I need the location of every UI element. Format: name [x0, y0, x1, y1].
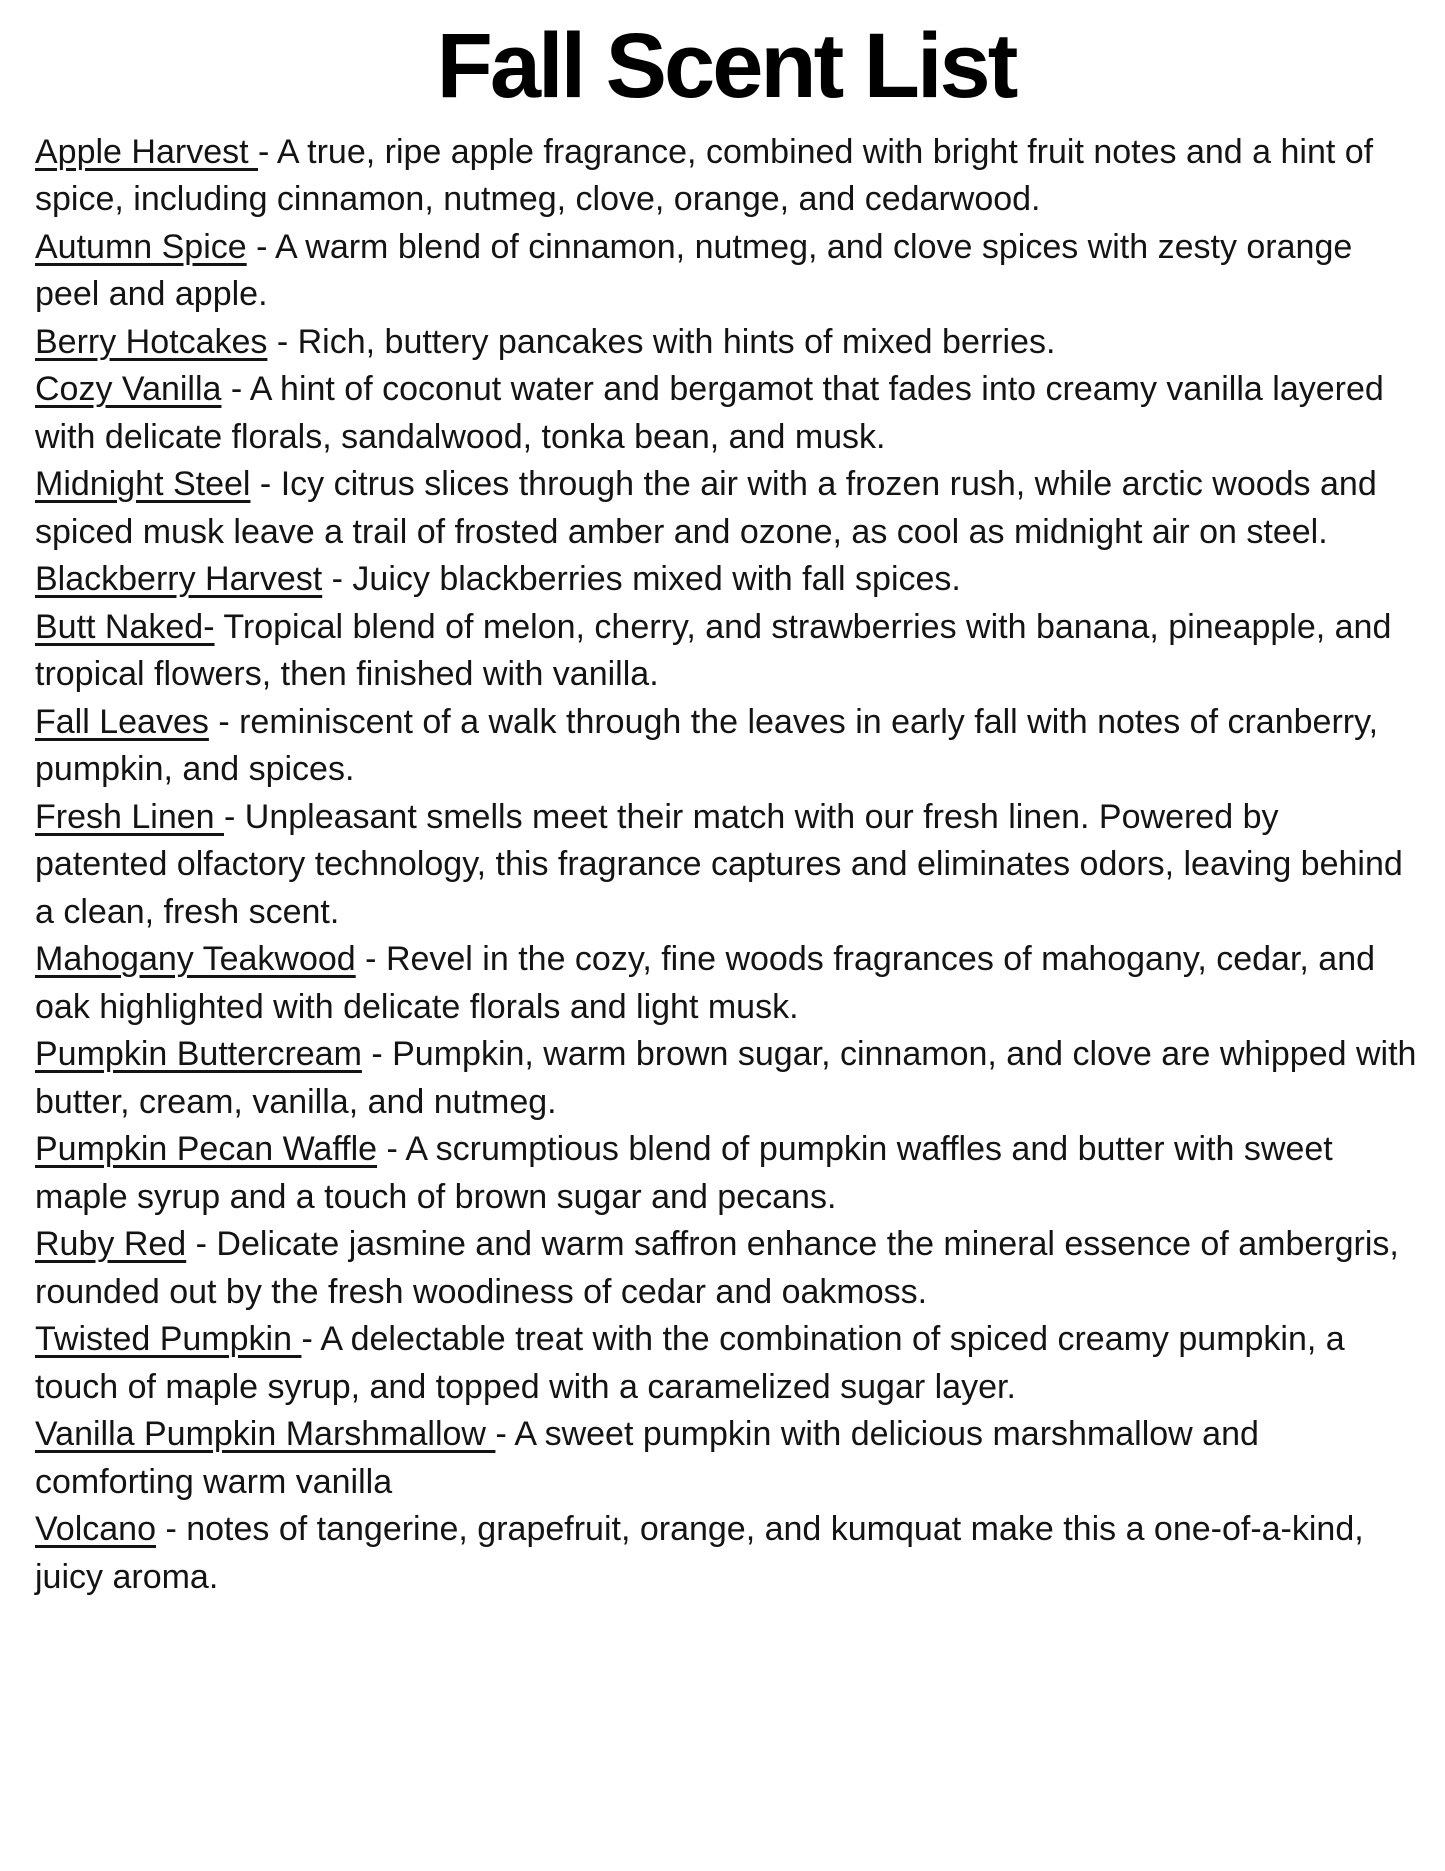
scent-separator: - [267, 322, 298, 361]
scent-entry [35, 461, 1417, 556]
scent-separator: - [186, 1225, 217, 1264]
scent-description: Pumpkin, warm brown sugar, cinnamon, and clove are whipped with butter, cream, vanilla, and nutmeg. [35, 1035, 1417, 1121]
scent-entry [35, 936, 1417, 1031]
scent-entry [35, 556, 1417, 604]
scent-separator: - [377, 1130, 406, 1169]
scent-description: Unpleasant smells meet their match with our fresh linen. Powered by patented olfactory technology, this fragrance captures and eliminates odors, leaving behind a clean, fresh scent. [35, 797, 1403, 931]
scent-description: Rich, buttery pancakes with hints of mixed berries. [297, 322, 1056, 361]
scent-separator: - [224, 797, 245, 836]
scent-separator: - [156, 1510, 187, 1549]
scent-separator: - [361, 1035, 393, 1074]
scent-separator: - [246, 227, 276, 266]
scent-separator: - [322, 560, 353, 599]
scent-name: Pumpkin Pecan Waffle [35, 1130, 378, 1169]
scent-description: A scrumptious blend of pumpkin waffles and butter with sweet maple syrup and a touch of brown sugar and pecans. [35, 1130, 1333, 1216]
scent-entry [35, 1316, 1417, 1411]
page-title: Fall Scent List [436, 15, 1016, 117]
scent-description: Delicate jasmine and warm saffron enhance the mineral essence of ambergris, rounded out by the fresh woodiness of cedar and oakmoss. [35, 1225, 1399, 1311]
scent-description: A true, ripe apple fragrance, combined with bright fruit notes and a hint of spice, including cinnamon, nutmeg, clove, orange, and cedarwood. [35, 132, 1374, 219]
scent-list [35, 129, 1417, 1602]
scent-entry [35, 794, 1417, 937]
scent-entry [35, 224, 1417, 319]
scent-name: Mahogany Teakwood [35, 940, 356, 979]
scent-name: Cozy Vanilla [35, 370, 222, 409]
scent-name: Vanilla Pumpkin Marshmallow [35, 1415, 496, 1454]
scent-entry [35, 319, 1417, 367]
scent-entry [35, 129, 1417, 224]
scent-separator: - [495, 1415, 515, 1454]
scent-name: Fresh Linen [35, 797, 224, 836]
scent-description: A warm blend of cinnamon, nutmeg, and clove spices with zesty orange peel and apple. [35, 227, 1353, 314]
scent-entry [35, 366, 1417, 461]
scent-separator: - [258, 132, 277, 171]
scent-entry [35, 1411, 1417, 1506]
scent-description: A delectable treat with the combination of spiced creamy pumpkin, a touch of maple syrup, and topped with a caramelized sugar layer. [35, 1320, 1345, 1406]
scent-description: Revel in the cozy, fine woods fragrances of mahogany, cedar, and oak highlighted with delicate florals and light musk. [35, 940, 1376, 1026]
scent-name: Fall Leaves [35, 702, 209, 741]
scent-entry [35, 1126, 1417, 1221]
scent-name: Midnight Steel [35, 465, 251, 504]
scent-description: reminiscent of a walk through the leaves in early fall with notes of cranberry, pumpkin, and spices. [35, 702, 1379, 789]
scent-description: Juicy blackberries mixed with fall spices. [352, 560, 961, 599]
scent-description: A hint of coconut water and bergamot that fades into creamy vanilla layered with delicate florals, sandalwood, tonka bean, and musk. [35, 370, 1384, 456]
scent-name: Twisted Pumpkin [35, 1320, 302, 1359]
scent-name: Berry Hotcakes [35, 322, 268, 361]
scent-description: notes of tangerine, grapefruit, orange, and kumquat make this a one-of-a-kind, juicy aroma. [35, 1510, 1364, 1596]
scent-separator: - [208, 702, 240, 741]
scent-name: Apple Harvest [35, 132, 258, 171]
scent-name: Ruby Red [35, 1225, 187, 1264]
scent-entry [35, 699, 1417, 794]
scent-entry [35, 1221, 1417, 1316]
scent-separator: - [250, 465, 281, 504]
scent-name: Pumpkin Buttercream [35, 1035, 362, 1074]
scent-name: Butt Naked- [35, 607, 215, 646]
scent-entry [35, 1031, 1417, 1126]
scent-description: A sweet pumpkin with delicious marshmallow and comforting warm vanilla [35, 1415, 1259, 1501]
scent-description: Icy citrus slices through the air with a frozen rush, while arctic woods and spiced musk leave a trail of frosted amber and ozone, as cool as midnight air on steel. [35, 465, 1377, 551]
scent-name: Autumn Spice [35, 227, 247, 266]
scent-entry [35, 1506, 1417, 1601]
scent-separator: - [221, 370, 250, 409]
scent-separator: - [301, 1320, 321, 1359]
scent-separator: - [355, 940, 386, 979]
scent-name: Blackberry Harvest [35, 560, 323, 599]
scent-description: Tropical blend of melon, cherry, and strawberries with banana, pineapple, and tropical flowers, then finished with vanilla. [35, 607, 1392, 694]
scent-name: Volcano [35, 1510, 156, 1549]
scent-entry [35, 604, 1417, 699]
